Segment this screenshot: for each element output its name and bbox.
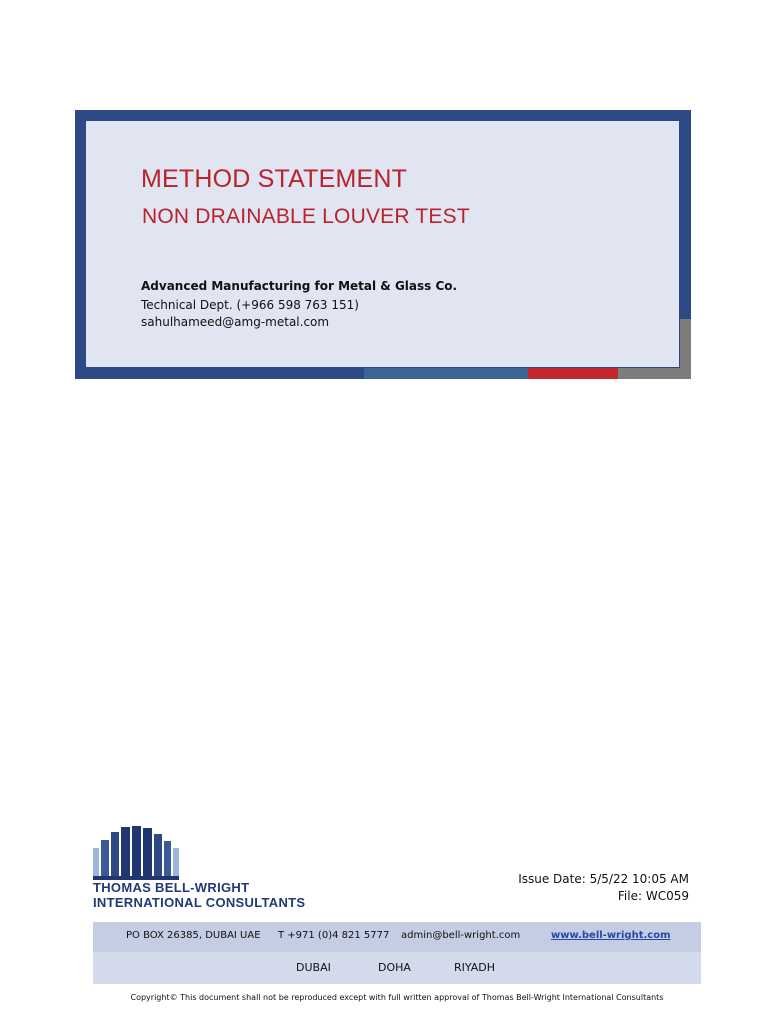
city-dubai: DUBAI xyxy=(296,961,331,974)
city-doha: DOHA xyxy=(378,961,411,974)
cover-frame xyxy=(75,110,691,379)
issue-date: Issue Date: 5/5/22 10:05 AM xyxy=(518,872,689,886)
contact-email: sahulhameed@amg-metal.com xyxy=(141,315,330,329)
cover-color-strip xyxy=(75,368,691,379)
admin-email: admin@bell-wright.com xyxy=(401,930,521,941)
logo-name-line2: INTERNATIONAL CONSULTANTS xyxy=(93,895,306,910)
address-bar xyxy=(93,922,701,952)
copyright-notice: Copyright© This document shall not be reproduced except with full written approval of Thomas Bell-Wright International Consultants xyxy=(130,993,664,1002)
phone-number: T +971 (0)4 821 5777 xyxy=(278,930,390,941)
website-link[interactable]: www.bell-wright.com xyxy=(551,930,671,941)
po-box: PO BOX 26385, DUBAI UAE xyxy=(126,930,261,941)
company-name: Advanced Manufacturing for Metal & Glass Co. xyxy=(141,279,458,293)
file-number: File: WC059 xyxy=(617,889,689,903)
city-bar xyxy=(93,952,701,984)
logo-name-line1: THOMAS BELL-WRIGHT xyxy=(93,880,250,895)
cover-panel xyxy=(86,121,679,367)
strip-navy xyxy=(75,368,364,379)
city-riyadh: RIYADH xyxy=(454,961,496,974)
department-phone: Technical Dept. (+966 598 763 151) xyxy=(141,298,359,312)
strip-blue xyxy=(364,368,528,379)
document-title: METHOD STATEMENT xyxy=(141,165,408,193)
strip-red xyxy=(528,368,618,379)
document-subtitle: NON DRAINABLE LOUVER TEST xyxy=(142,205,470,228)
strip-grey xyxy=(618,368,691,379)
